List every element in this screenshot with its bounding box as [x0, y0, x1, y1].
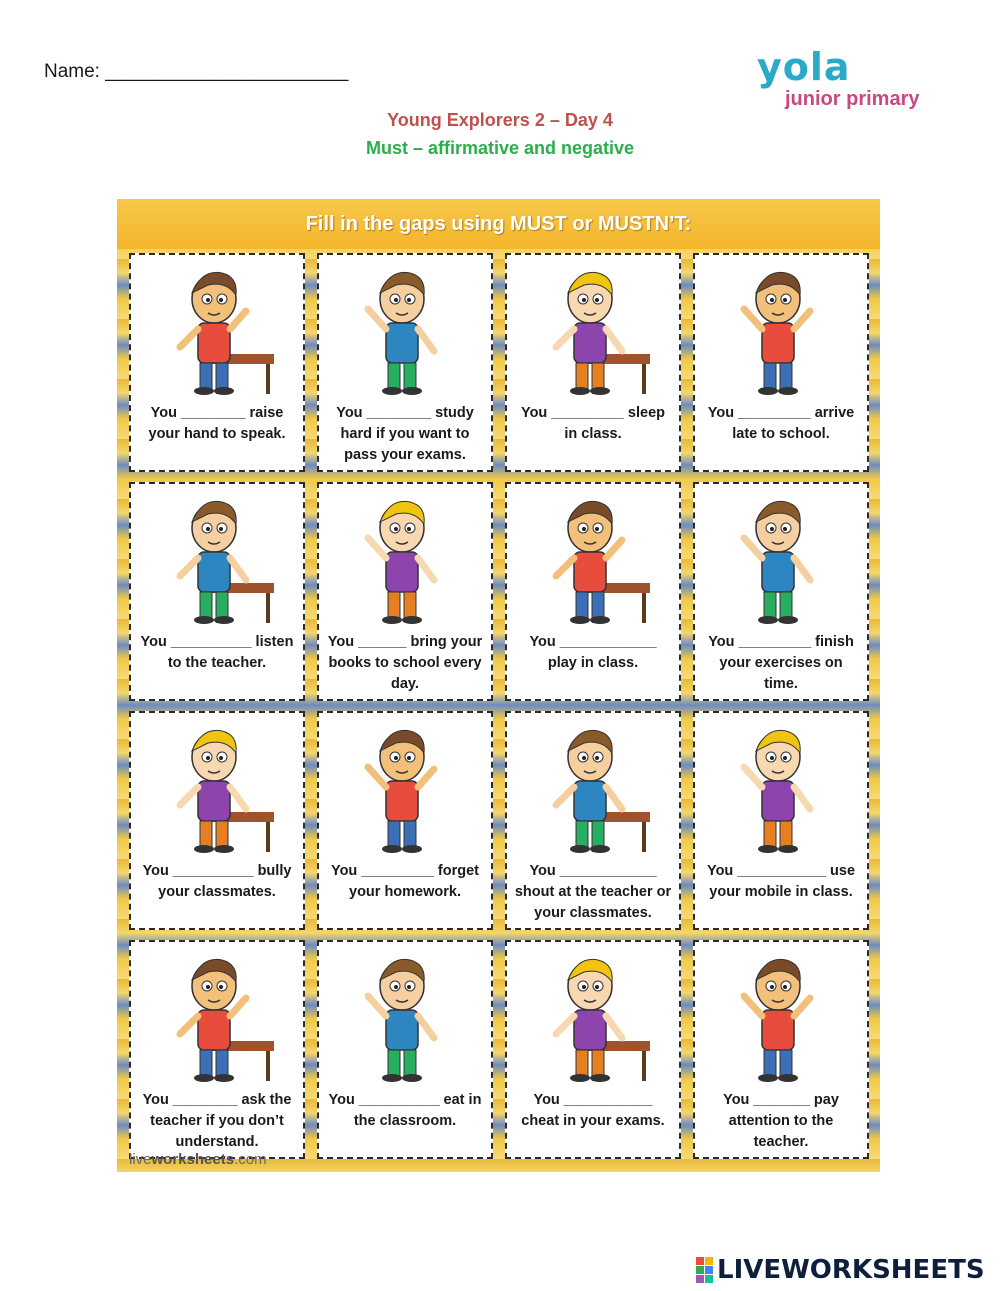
brand-name: LIVEWORKSHEETS [717, 1255, 985, 1285]
exercise-sentence[interactable]: You ____________ shout at the teacher or your classmates. [514, 863, 672, 921]
exercise-card [129, 711, 305, 930]
girl-with-phone-icon [706, 717, 856, 857]
exercise-sentence[interactable]: You __________ listen to the teacher. [140, 634, 294, 671]
instruction-banner: Fill in the gaps using MUST or MUSTN’T: [117, 199, 880, 249]
exercise-sentence[interactable]: You __________ eat in the classroom. [328, 1092, 482, 1129]
exercise-sentence[interactable]: You _________ sleep in class. [520, 405, 666, 442]
exercise-sentence[interactable]: You ______ bring your books to school every day. [327, 634, 483, 692]
exercise-card [317, 253, 493, 472]
cheating-student-icon [518, 946, 668, 1086]
exercise-sentence[interactable]: You ________ study hard if you want to pass your exams. [336, 405, 474, 463]
exercise-card [129, 482, 305, 701]
exercise-sentence[interactable]: You _________ forget your homework. [330, 863, 480, 900]
exercise-card [505, 711, 681, 930]
boy-eating-banana-icon [330, 946, 480, 1086]
exercise-sentence[interactable]: You __________ bully your classmates. [142, 863, 292, 900]
teacher-blackboard-icon [142, 488, 292, 628]
exercise-sentence[interactable]: You _________ finish your exercises on time. [708, 634, 854, 692]
exercise-card [505, 940, 681, 1159]
exercise-card [129, 940, 305, 1159]
exercise-card [693, 482, 869, 701]
yola-logo [757, 45, 947, 118]
exercise-card [129, 253, 305, 472]
exercise-sentence[interactable]: You ___________ cheat in your exams. [521, 1092, 665, 1129]
page-subtitle: Must – affirmative and negative [365, 138, 635, 158]
logo-subtitle: junior primary [785, 88, 920, 110]
exercise-card [505, 253, 681, 472]
logo-blocks-icon [696, 1257, 713, 1283]
exercise-card [317, 940, 493, 1159]
sleeping-girl-icon [518, 259, 668, 399]
name-field[interactable]: Name: _______________________ [44, 61, 349, 82]
kid-carrying-books-icon [330, 488, 480, 628]
exercise-sentence[interactable]: You _________ arrive late to school. [707, 405, 855, 442]
shouting-girl-icon [518, 717, 668, 857]
exercise-card [693, 253, 869, 472]
card-grid [129, 253, 869, 1159]
exercise-sentence[interactable]: You ____________ play in class. [529, 634, 657, 671]
bully-boy-icon [142, 717, 292, 857]
boy-writing-clock-icon [706, 488, 856, 628]
running-kids-clock-icon [706, 259, 856, 399]
exercise-sentence[interactable]: You ________ ask the teacher if you don’t understand. [142, 1092, 292, 1150]
exercise-card [693, 940, 869, 1159]
boy-at-desk-icon [142, 946, 292, 1086]
exercise-card [693, 711, 869, 930]
worksheet-watermark: liveworksheets.com [129, 1151, 267, 1168]
page-title: Young Explorers 2 – Day 4 [387, 110, 613, 130]
boy-paper-plane-icon [518, 488, 668, 628]
confused-boy-icon [330, 717, 480, 857]
logo-mark: yola [757, 45, 851, 89]
exercise-sentence[interactable]: You ___________ use your mobile in class. [706, 863, 856, 900]
exercise-card [505, 482, 681, 701]
boy-with-f-grade-icon [330, 259, 480, 399]
exercise-sentence[interactable]: You _______ pay attention to the teacher. [723, 1092, 839, 1150]
worksheet-panel [117, 199, 880, 1172]
exercise-sentence[interactable]: You ________ raise your hand to speak. [148, 405, 286, 442]
exercise-card [317, 482, 493, 701]
raise-hand-boy-icon [142, 259, 292, 399]
exercise-card [317, 711, 493, 930]
liveworksheets-logo [696, 1255, 985, 1285]
attentive-boy-icon [706, 946, 856, 1086]
